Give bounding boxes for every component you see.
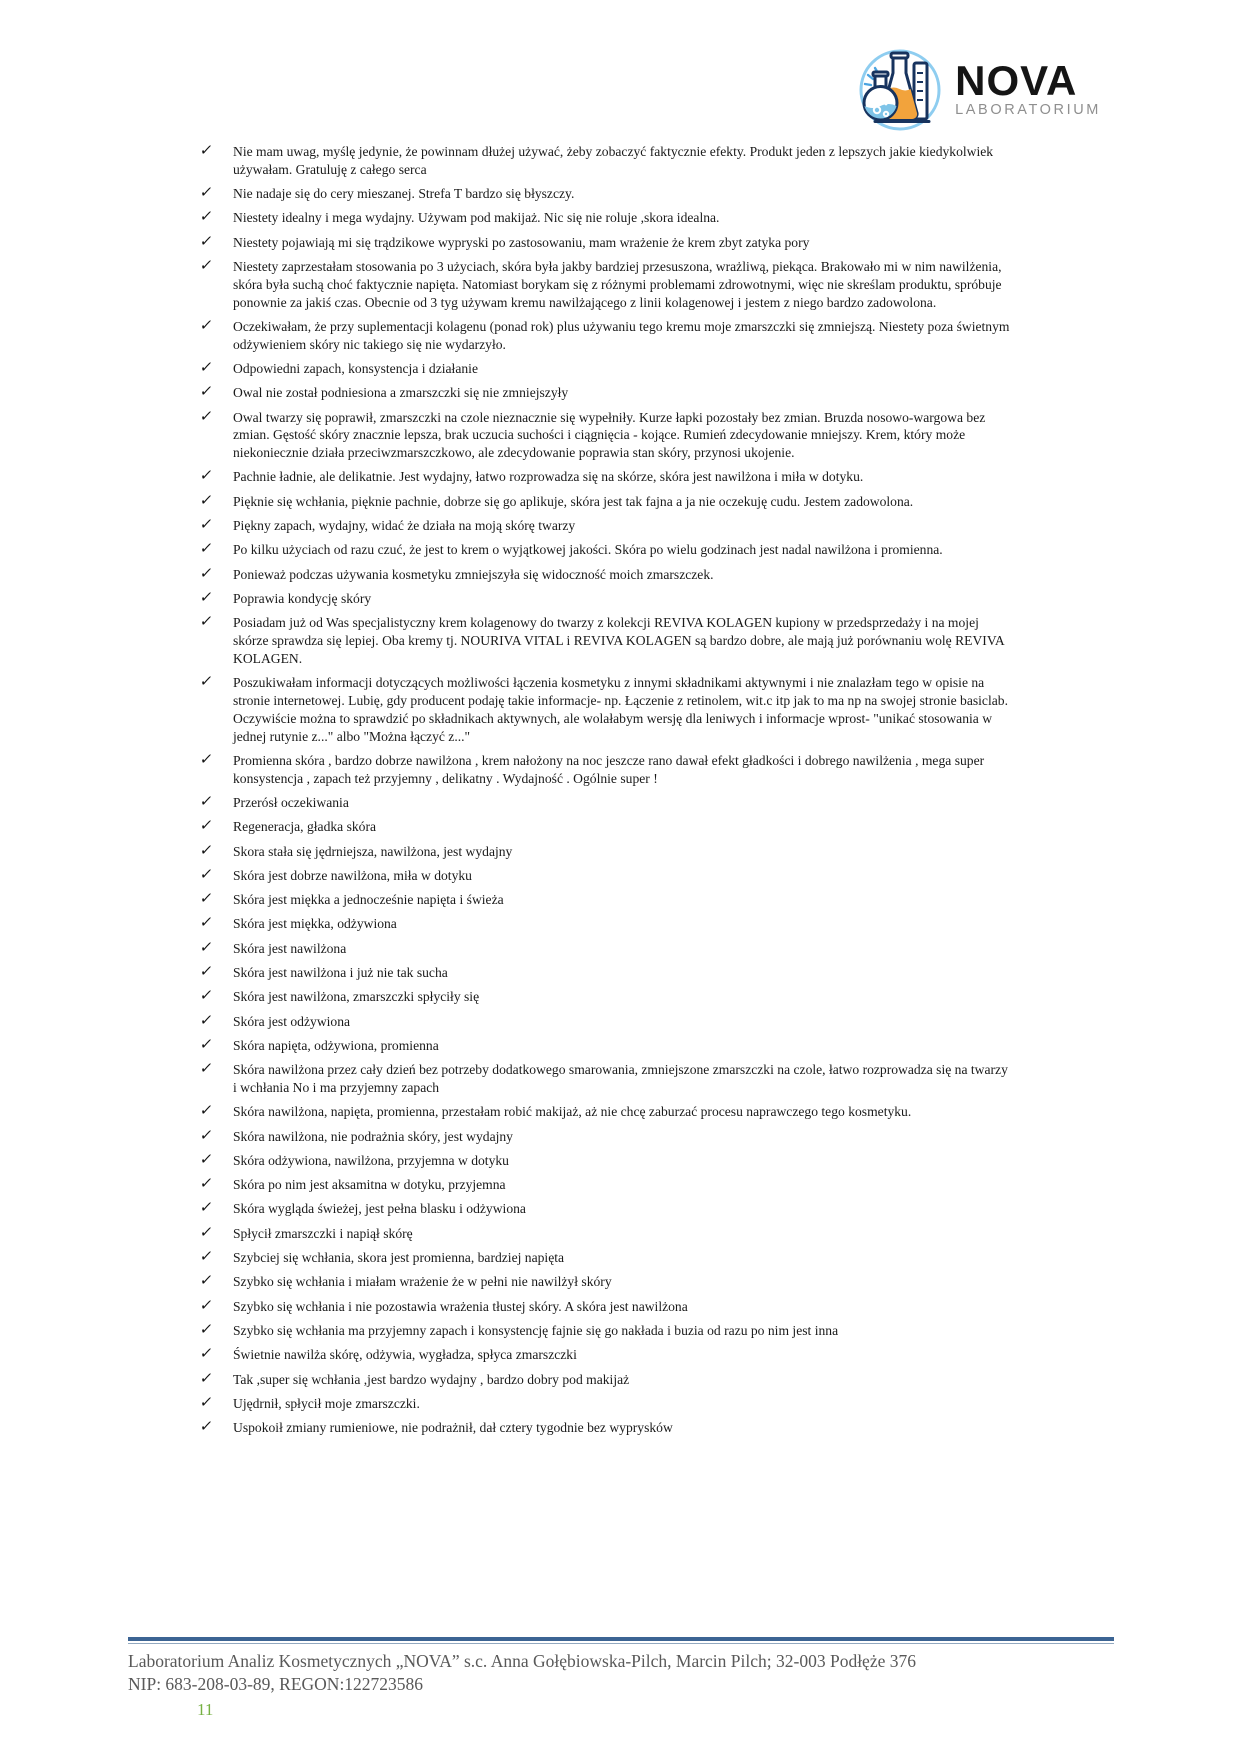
checkmark-icon: ✓ <box>198 490 215 509</box>
checklist-item <box>200 541 1012 559</box>
checklist-item <box>200 818 1012 836</box>
checklist-item-text: Przerósł oczekiwania <box>233 794 349 810</box>
checkmark-icon: ✓ <box>198 961 215 980</box>
checkmark-icon: ✓ <box>198 1319 215 1338</box>
checklist-item <box>198 749 1012 788</box>
checkmark-icon: ✓ <box>198 937 215 956</box>
checklist-item <box>198 315 1012 354</box>
checklist-item-text: Ponieważ podczas używania kosmetyku zmniejszyła się widoczność moich zmarszczek. <box>233 566 714 582</box>
checklist-item-text: Pięknie się wchłania, pięknie pachnie, dobrze się go aplikuje, skóra jest tak fajna a ja nie oczekuję cudu. Jestem zadowolona. <box>233 493 914 509</box>
checkmark-icon: ✓ <box>198 183 215 202</box>
checklist-item-text: Pachnie ładnie, ale delikatnie. Jest wydajny, łatwo rozprowadza się na skórze, skóra jest nawilżona i miła w dotyku. <box>233 469 864 485</box>
checkmark-icon: ✓ <box>198 791 215 810</box>
checklist-item <box>200 891 1012 909</box>
footer-company-info <box>128 1650 1128 1696</box>
checkmark-icon: ✓ <box>198 1125 215 1144</box>
checklist-item-text: Skora stała się jędrniejsza, nawilżona, jest wydajny <box>233 843 513 859</box>
checklist-item-text: Skóra jest dobrze nawilżona, miła w dotyku <box>233 867 472 883</box>
checklist-item <box>200 384 1012 402</box>
checkmark-icon: ✓ <box>198 1344 215 1363</box>
checkmark-icon: ✓ <box>198 539 215 558</box>
checklist-item <box>200 1061 1012 1097</box>
checkmark-icon: ✓ <box>198 382 215 401</box>
footer-divider <box>128 1637 1114 1645</box>
checklist-item-text: Posiadam już od Was specjalistyczny krem kolagenowy do twarzy z kolekcji REVIVA KOLAGEN kupiony w przedsprzedaży i na mojej skórze sprawdza się lepiej. Oba kremy tj. NOURIVA VITAL i REVIVA KOLAGEN są bardzo dobre, ale mają już porównaniu wolę REVIVA KOLAGEN. <box>233 615 1004 666</box>
checklist-item <box>198 1149 1012 1170</box>
checklist-item <box>200 1419 1012 1437</box>
review-checklist <box>200 143 1012 1443</box>
checklist-item-text: Tak ,super się wchłania ,jest bardzo wydajny , bardzo dobry pod makijaż <box>233 1371 630 1387</box>
logo-text <box>955 56 1101 118</box>
checklist-item <box>200 1346 1012 1364</box>
checklist-item-text: Skóra jest nawilżona i już nie tak sucha <box>233 964 448 980</box>
checklist-item-text: Skóra nawilżona przez cały dzień bez potrzeby dodatkowego smarowania, zmniejszone zmarszczki na czole, łatwo rozprowadza się na twarzy i wchłania No i ma przyjemny zapach <box>233 1062 1008 1095</box>
checklist-item-text: Niestety pojawiają mi się trądzikowe wypryski po zastosowaniu, mam wrażenie że krem zbyt zatyka pory <box>233 234 810 250</box>
page-number: 11 <box>197 1700 214 1719</box>
footer-registration-line: NIP: 683-208-03-89, REGON:122723586 <box>128 1674 424 1694</box>
checklist-item <box>200 674 1012 745</box>
checkmark-icon: ✓ <box>198 587 215 606</box>
checklist-item <box>198 406 1012 462</box>
checklist-item-text: Szybko się wchłania ma przyjemny zapach i konsystencję fajnie się go nakłada i buzia od razu po nim jest inna <box>233 1322 839 1338</box>
checkmark-icon: ✓ <box>198 141 215 159</box>
checkmark-icon: ✓ <box>198 1198 215 1217</box>
footer-company-line: Laboratorium Analiz Kosmetycznych „NOVA” s.c. Anna Gołębiowska-Pilch, Marcin Pilch; 32-003 Podłęże 376 <box>128 1651 916 1671</box>
checkmark-icon: ✓ <box>198 406 215 425</box>
checkmark-icon: ✓ <box>198 357 215 376</box>
checklist-item <box>200 915 1012 933</box>
checklist-item <box>200 1249 1012 1267</box>
checklist-item <box>198 961 1012 982</box>
checklist-item-text: Skóra po nim jest aksamitna w dotyku, przyjemna <box>233 1177 506 1193</box>
checkmark-icon: ✓ <box>198 1101 215 1120</box>
logo-wordmark: NOVA <box>955 56 1078 104</box>
checkmark-icon: ✓ <box>198 749 215 768</box>
checklist-item-text: Skóra jest odżywiona <box>233 1013 351 1029</box>
checklist-item-text: Odpowiedni zapach, konsystencja i działanie <box>233 360 478 376</box>
checklist-item-text: Regeneracja, gładka skóra <box>233 819 377 835</box>
checkmark-icon: ✓ <box>198 231 215 250</box>
checklist-item <box>198 490 1012 511</box>
checkmark-icon: ✓ <box>198 840 215 859</box>
checklist-item <box>198 1125 1012 1146</box>
checkmark-icon: ✓ <box>198 1149 215 1168</box>
checklist-item-text: Owal twarzy się poprawił, zmarszczki na czole nieznacznie się wypełniły. Kurze łapki pozostały bez zmian. Bruzda nosowo-wargowa bez zmian. Gęstość skóry znacznie lepsza, brak uczucia suchości i ciągnięcia - kojące. Rumień zdecydowanie mniejszy. Krem, który może niekoniecznie działa przeciwzmarszczkowo, ale zdecydowanie poprawia stan skóry, przynosi ukojenie. <box>233 409 986 461</box>
checklist-item <box>198 791 1012 812</box>
checkmark-icon: ✓ <box>198 816 215 835</box>
checklist-item <box>200 1176 1012 1194</box>
checklist-item-text: Skóra jest nawilżona <box>233 940 347 956</box>
checklist-item <box>200 1200 1012 1218</box>
checklist-item <box>198 1034 1012 1055</box>
checkmark-icon: ✓ <box>198 515 215 534</box>
checklist-item <box>198 937 1012 958</box>
checklist-item-text: Skóra jest miękka a jednocześnie napięta i świeża <box>233 892 504 908</box>
logo-subtitle: LABORATORIUM <box>955 101 1101 118</box>
checklist-item-text: Niestety idealny i mega wydajny. Używam pod makijaż. Nic się nie roluje ,skora idealna. <box>233 210 720 226</box>
checklist-item <box>200 468 1012 486</box>
checklist-item-text: Skóra odżywiona, nawilżona, przyjemna w dotyku <box>233 1152 509 1168</box>
checkmark-icon: ✓ <box>198 563 215 582</box>
checklist-item-text: Szybko się wchłania i nie pozostawia wrażenia tłustej skóry. A skóra jest nawilżona <box>233 1298 688 1314</box>
checklist-item <box>198 231 1012 252</box>
checklist-item <box>198 1319 1012 1340</box>
checkmark-icon: ✓ <box>198 315 215 334</box>
checklist-item <box>198 1010 1012 1031</box>
checkmark-icon: ✓ <box>198 1392 215 1411</box>
checklist-item-text: Promienna skóra , bardzo dobrze nawilżona , krem nałożony na noc jeszcze rano dawał efekt gładkości i dobrego nawilżenia , mega super konsystencja , zapach też przyjemny , delikatny . Wydajność . Ogólnie super ! <box>233 752 985 786</box>
checklist-item-text: Poprawia kondycję skóry <box>233 590 372 606</box>
checklist-item-text: Skóra wygląda świeżej, jest pełna blasku i odżywiona <box>233 1201 526 1217</box>
checklist-item <box>198 563 1012 584</box>
checkmark-icon: ✓ <box>198 864 215 883</box>
checkmark-icon: ✓ <box>198 672 215 691</box>
checklist-item <box>200 209 1012 227</box>
checklist-item <box>198 255 1012 311</box>
checklist-item-text: Ujędrnił, spłycił moje zmarszczki. <box>233 1395 420 1411</box>
checklist-item <box>198 1392 1012 1413</box>
checkmark-icon: ✓ <box>198 889 215 908</box>
checkmark-icon: ✓ <box>198 1222 215 1241</box>
checkmark-icon: ✓ <box>198 913 215 932</box>
checklist-item-text: Skóra nawilżona, napięta, promienna, przestałam robić makijaż, aż nie chcę zaburzać procesu naprawczego tego kosmetyku. <box>233 1104 912 1120</box>
checkmark-icon: ✓ <box>198 1034 215 1053</box>
checklist-item-text: Szybciej się wchłania, skora jest promienna, bardziej napięta <box>233 1250 565 1266</box>
checklist-item <box>200 143 1012 179</box>
checkmark-icon: ✓ <box>198 986 215 1005</box>
checklist-item-text: Skóra jest nawilżona, zmarszczki spłyciły się <box>233 989 480 1005</box>
checkmark-icon: ✓ <box>198 612 215 631</box>
checkmark-icon: ✓ <box>198 1295 215 1314</box>
checklist-item-text: Niestety zaprzestałam stosowania po 3 użyciach, skóra była jakby bardziej przesuszona, wrażliwą, piekąca. Brakowało mi w nim nawilżenia, skóra była suchą choć faktycznie napięta. Natomiast borykam się z różnymi problemami zdrowotnymi, więc nie skreślam produktu, spróbuje ponownie za jakiś czas. Obecnie od 3 tyg używam kremu nawilżającego z linii kolagenowej i jestem z niego bardzo zadowolona. <box>233 258 1002 310</box>
checklist-item <box>198 1295 1012 1316</box>
checkmark-icon: ✓ <box>198 255 215 274</box>
checklist-item-text: Po kilku użyciach od razu czuć, że jest to krem o wyjątkowej jakości. Skóra po wielu godzinach jest nadal nawilżona i promienna. <box>233 542 943 558</box>
checklist-item-text: Świetnie nawilża skórę, odżywia, wygładza, spłyca zmarszczki <box>233 1347 577 1363</box>
checkmark-icon: ✓ <box>198 1417 215 1436</box>
checklist-item <box>198 864 1012 885</box>
checklist-item-text: Nie nadaje się do cery mieszanej. Strefa T bardzo się błyszczy. <box>233 186 575 202</box>
checklist-item-text: Oczekiwałam, że przy suplementacji kolagenu (ponad rok) plus używaniu tego kremu moje zmarszczki się zmniejszą. Niestety poza świetnym odżywieniem skóry nic takiego się nie wydarzyło. <box>233 318 1010 352</box>
checklist-item-text: Skóra jest miękka, odżywiona <box>233 916 397 932</box>
checklist-item-text: Poszukiwałam informacji dotyczących możliwości łączenia kosmetyku z innymi składnikami aktywnymi i nie znalazłam tego w opisie na stronie internetowej. Lubię, gdy producent podaję takie informacje- np. Łączenie z retinolem, wit.c itp jak to ma np na swojej stronie basiclab. Oczywiście można to sprawdzić po składnikach aktywnych, ale wolałabym wersję dla leniwych i informacje wprost- "unikać stosowania w jednej rutynie z..." albo "Można łączyć z..." <box>233 675 1008 744</box>
checkmark-icon: ✓ <box>198 1368 215 1387</box>
checklist-item <box>198 357 1012 378</box>
checklist-item <box>198 587 1012 608</box>
checklist-item-text: Spłycił zmarszczki i napiął skórę <box>233 1225 413 1241</box>
checklist-item <box>200 988 1012 1006</box>
checklist-item <box>200 1273 1012 1291</box>
checklist-item-text: Piękny zapach, wydajny, widać że działa na moją skórę twarzy <box>233 518 576 534</box>
nova-laboratorium-logo <box>855 46 1101 132</box>
checklist-item <box>200 185 1012 203</box>
checkmark-icon: ✓ <box>198 1010 215 1029</box>
checklist-item <box>200 517 1012 535</box>
checklist-item-text: Skóra napięta, odżywiona, promienna <box>233 1037 439 1053</box>
checklist-item <box>200 614 1012 667</box>
checklist-item <box>200 1103 1012 1121</box>
checkmark-icon: ✓ <box>198 1247 215 1266</box>
checkmark-icon: ✓ <box>198 466 215 485</box>
checkmark-icon: ✓ <box>198 1174 215 1193</box>
checklist-item-text: Nie mam uwag, myślę jedynie, że powinnam dłużej używać, żeby zobaczyć faktycznie efekty. Produkt jeden z lepszych jakie kiedykolwiek używałam. Gratuluję z całego serca <box>233 144 994 177</box>
checkmark-icon: ✓ <box>198 1271 215 1290</box>
checkmark-icon: ✓ <box>198 1059 215 1078</box>
checklist-item <box>198 1368 1012 1389</box>
checklist-item-text: Owal nie został podniesiona a zmarszczki się nie zmniejszyły <box>233 385 569 401</box>
checklist-item <box>198 1222 1012 1243</box>
checklist-item-text: Szybko się wchłania i miałam wrażenie że w pełni nie nawilżył skóry <box>233 1274 612 1290</box>
checklist-item-text: Skóra nawilżona, nie podrażnia skóry, jest wydajny <box>233 1128 513 1144</box>
lab-flasks-logo-icon <box>855 46 945 132</box>
checklist-item-text: Uspokoił zmiany rumieniowe, nie podrażnił, dał cztery tygodnie bez wyprysków <box>233 1420 673 1436</box>
checklist-item <box>198 840 1012 861</box>
checkmark-icon: ✓ <box>198 207 215 226</box>
